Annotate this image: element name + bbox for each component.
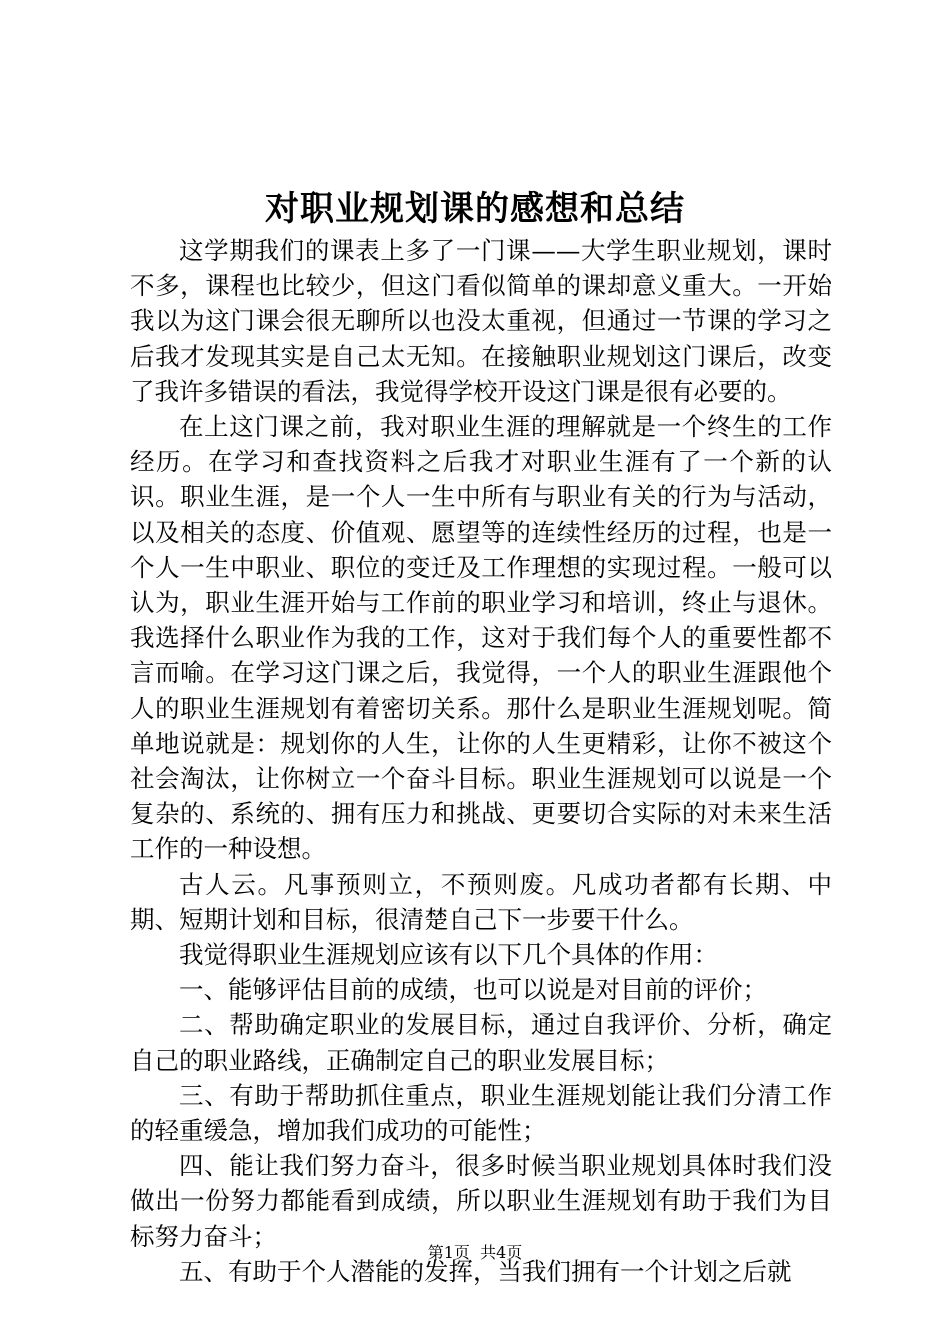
paragraph: 古人云。凡事预则立，不预则废。凡成功者都有长期、中期、短期计划和目标，很清楚自己下一步要干什么。 xyxy=(130,869,832,934)
paragraph: 我觉得职业生涯规划应该有以下几个具体的作用： xyxy=(179,940,718,970)
paragraph: 三、有助于帮助抓住重点，职业生涯规划能让我们分清工作的轻重缓急，增加我们成功的可能性； xyxy=(130,1080,832,1146)
document-body xyxy=(130,233,832,1289)
paragraph: 一、能够评估目前的成绩，也可以说是对目前的评价； xyxy=(179,975,767,1005)
page-number-footer: 第1页 共4页 xyxy=(427,1243,523,1262)
paragraph: 四、能让我们努力奋斗，很多时候当职业规划具体时我们没做出一份努力都能看到成绩，所以职业生涯规划有助于我们为目标努力奋斗； xyxy=(130,1151,832,1251)
paragraph: 在上这门课之前，我对职业生涯的理解就是一个终生的工作经历。在学习和查找资料之后我才对职业生涯有了一个新的认识。职业生涯，是一个人一生中所有与职业有关的行为与活动，以及相关的态度、价值观、愿望等的连续性经历的过程，也是一个人一生中职业、职位的变迁及工作理想的实现过程。一般可以认为，职业生涯开始与工作前的职业学习和培训，终止与退休。我选择什么职业作为我的工作，这对于我们每个人的重要性都不言而喻。在学习这门课之后，我觉得，一个人的职业生涯跟他个人的职业生涯规划有着密切关系。那什么是职业生涯规划呢。简单地说就是：规划你的人生，让你的人生更精彩，让你不被这个社会淘汰，让你树立一个奋斗目标。职业生涯规划可以说是一个复杂的、系统的、拥有压力和挑战、更要切合实际的对未来生活工作的一种设想。 xyxy=(130,412,832,864)
paragraph: 二、帮助确定职业的发展目标，通过自我评价、分析，确定自己的职业路线，正确制定自己的职业发展目标； xyxy=(130,1010,832,1075)
paragraph: 这学期我们的课表上多了一门课——大学生职业规划，课时不多，课程也比较少，但这门看似简单的课却意义重大。一开始我以为这门课会很无聊所以也没太重视，但通过一节课的学习之后我才发现其实是自己太无知。在接触职业规划这门课后，改变了我许多错误的看法，我觉得学校开设这门课是很有必要的。 xyxy=(130,236,832,406)
paragraph: 五、有助于个人潜能的发挥，当我们拥有一个计划之后就 xyxy=(179,1256,792,1286)
document-title: 对职业规划课的感想和总结 xyxy=(265,189,685,229)
